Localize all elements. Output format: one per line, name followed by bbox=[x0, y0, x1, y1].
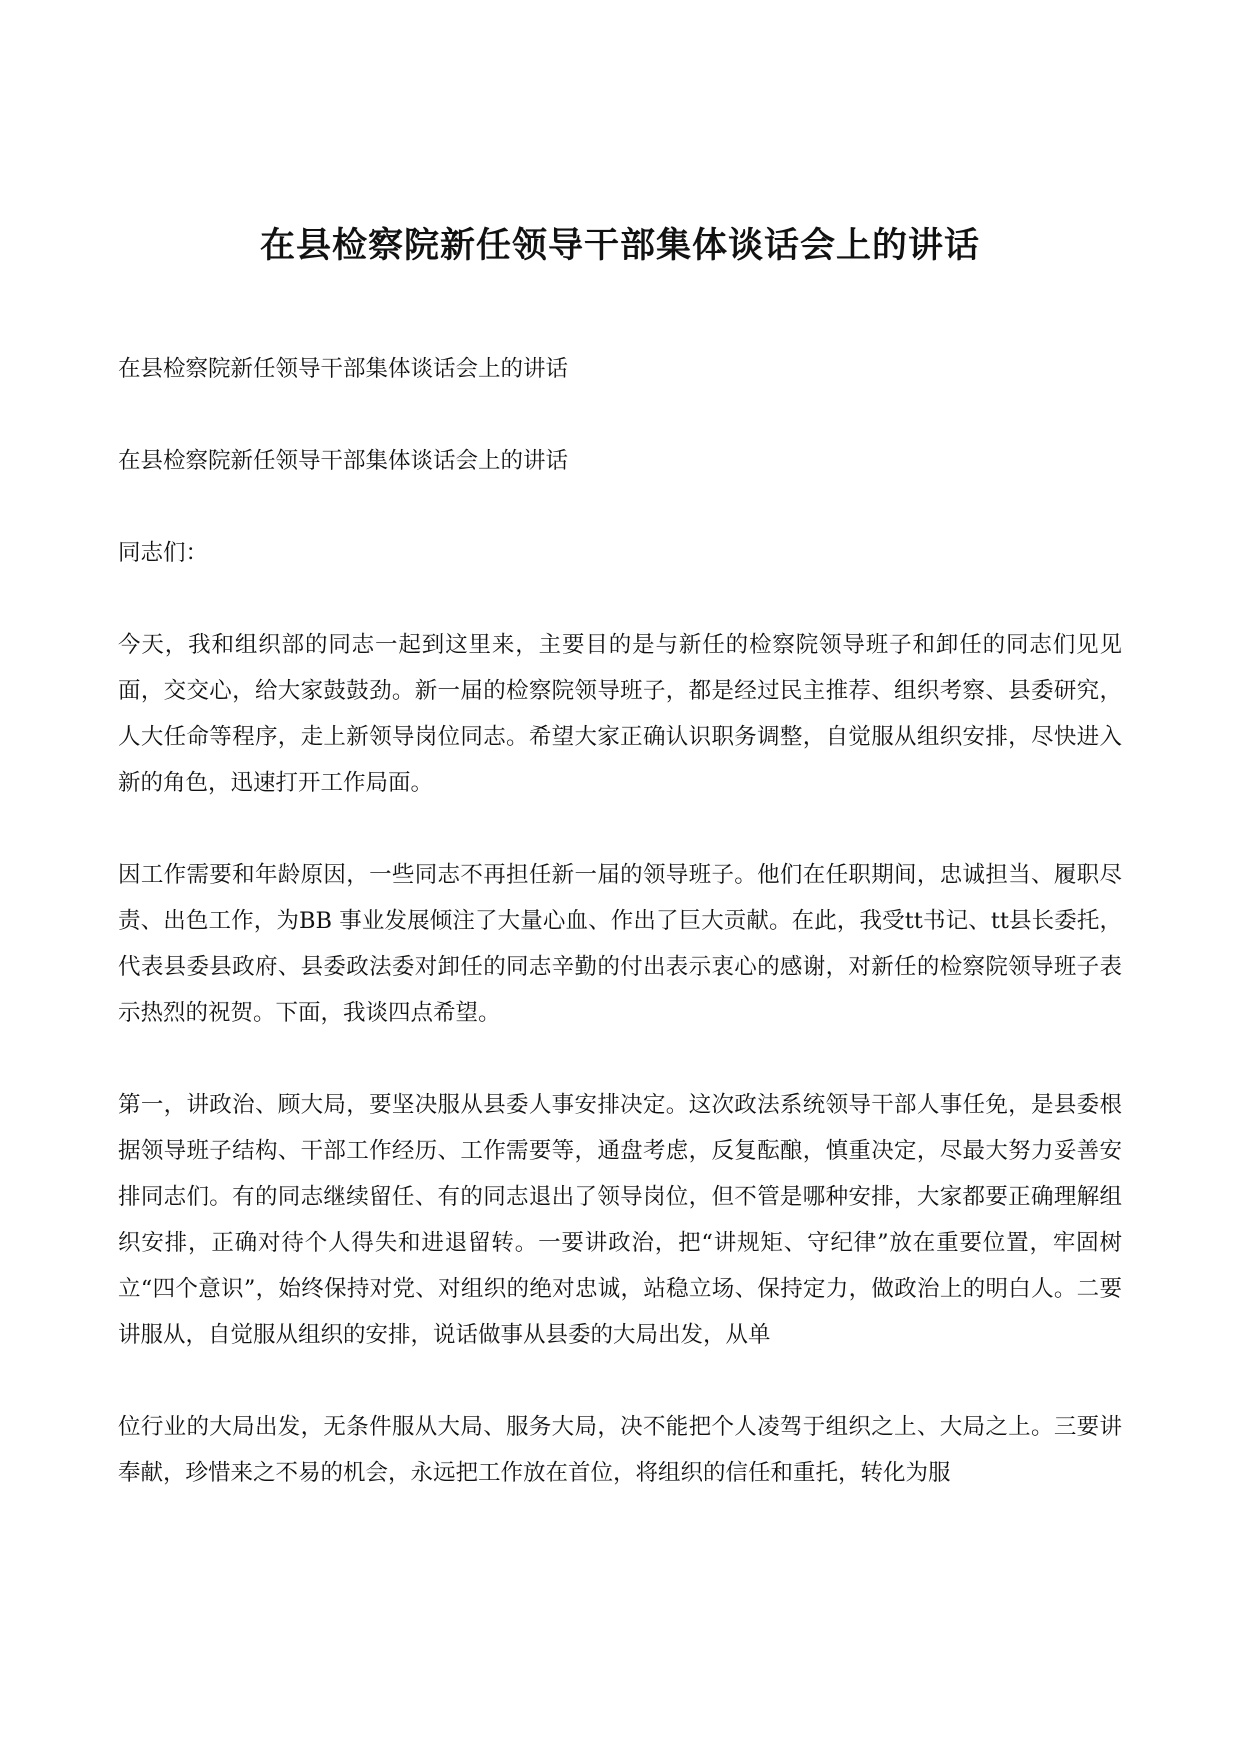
document-body bbox=[118, 346, 1122, 1542]
paragraph-continuation: 位行业的大局出发，无条件服从大局、服务大局，决不能把个人凌驾于组织之上、大局之上。三要讲奉献，珍惜来之不易的机会，永远把工作放在首位，将组织的信任和重托，转化为服 bbox=[118, 1414, 1122, 1486]
paragraph-point-one: 第一，讲政治、顾大局，要坚决服从县委人事安排决定。这次政法系统领导干部人事任免，是县委根据领导班子结构、干部工作经历、工作需要等，通盘考虑，反复酝酿，慎重决定，尽最大努力妥善安排同志们。有的同志继续留任、有的同志退出了领导岗位，但不管是哪种安排，大家都要正确理解组织安排，正确对待个人得失和进退留转。一要讲政治，把“讲规矩、守纪律”放在重要位置，牢固树立“四个意识”，始终保持对党、对组织的绝对忠诚，站稳立场、保持定力，做政治上的明白人。二要讲服从，自觉服从组织的安排，说话做事从县委的大局出发，从单 bbox=[118, 1092, 1122, 1348]
subtitle-line-2: 在县检察院新任领导干部集体谈话会上的讲话 bbox=[118, 448, 569, 474]
document-title: 在县检察院新任领导干部集体谈话会上的讲话 bbox=[259, 225, 980, 266]
subtitle-line-1: 在县检察院新任领导干部集体谈话会上的讲话 bbox=[118, 356, 569, 382]
salutation: 同志们： bbox=[118, 540, 209, 566]
paragraph-thanks: 因工作需要和年龄原因，一些同志不再担任新一届的领导班子。他们在任职期间，忠诚担当、履职尽责、出色工作，为BB 事业发展倾注了大量心血、作出了巨大贡献。在此，我受tt书记、tt县长委托，代表县委县政府、县委政法委对卸任的同志辛勤的付出表示衷心的感谢，对新任的检察院领导班子表示热烈的祝贺。下面，我谈四点希望。 bbox=[118, 862, 1122, 1026]
paragraph-opening: 今天，我和组织部的同志一起到这里来，主要目的是与新任的检察院领导班子和卸任的同志们见见面，交交心，给大家鼓鼓劲。新一届的检察院领导班子，都是经过民主推荐、组织考察、县委研究，人大任命等程序，走上新领导岗位同志。希望大家正确认识职务调整，自觉服从组织安排，尽快进入新的角色，迅速打开工作局面。 bbox=[118, 632, 1122, 796]
